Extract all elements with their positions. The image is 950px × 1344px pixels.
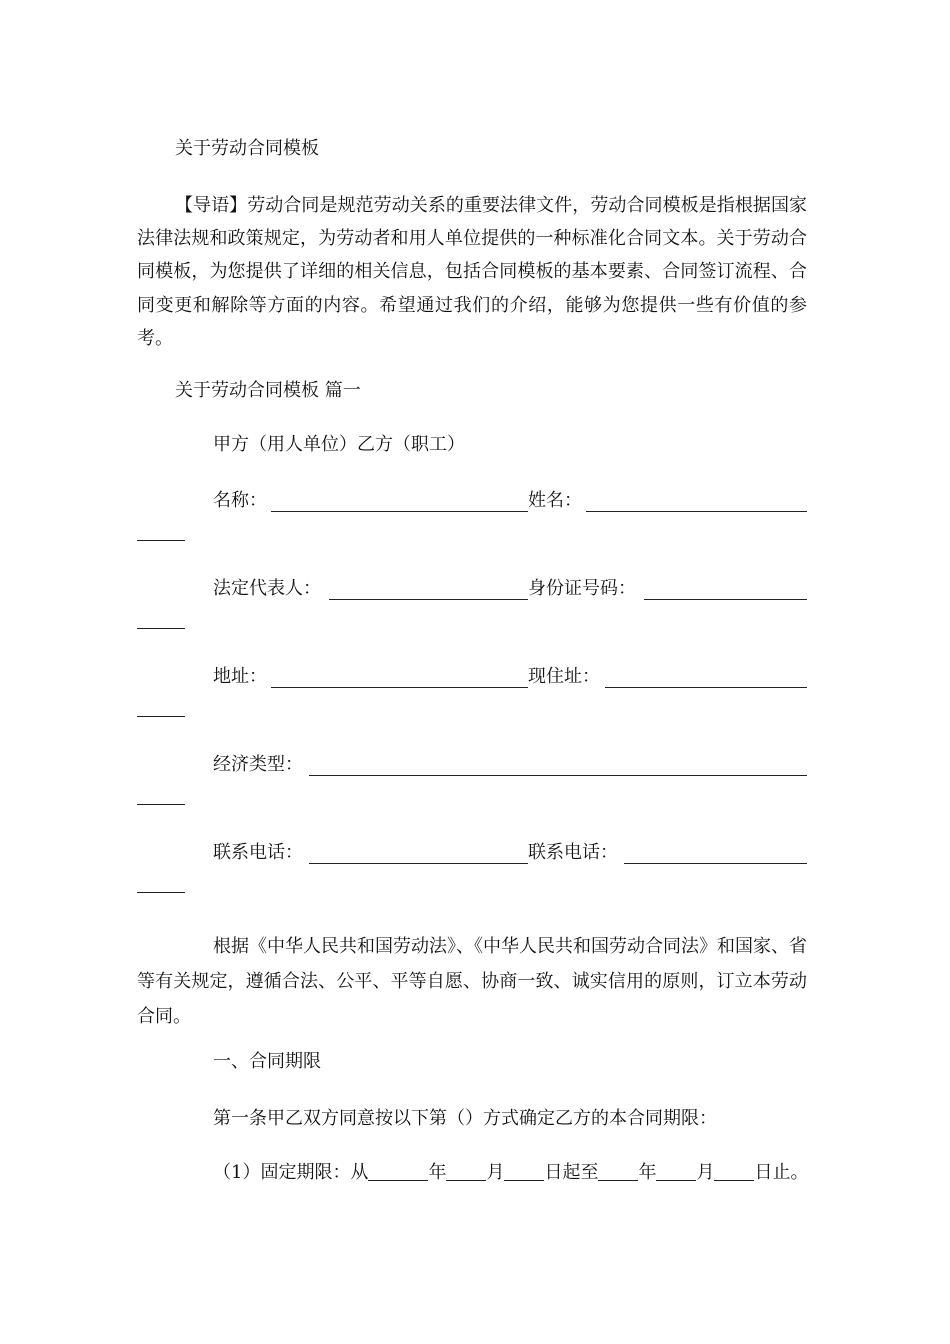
person-name-blank[interactable]	[586, 511, 807, 512]
law-text: 根据《中华人民共和国劳动法》、《中华人民共和国劳动合同法》和国家、省等有关规定，遵循合法、公平、平等自愿、协商一致、诚实信用的原则，订立本劳动合同。	[137, 936, 807, 1027]
current-address-blank[interactable]	[605, 687, 807, 688]
name-blank-continuation	[137, 540, 185, 541]
field-row-address	[213, 665, 807, 689]
current-address-label: 现住址：	[528, 666, 600, 687]
law-paragraph	[137, 929, 807, 1034]
field-row-phone	[213, 841, 807, 865]
field-row-economic-type	[213, 753, 807, 777]
start-day-blank[interactable]	[504, 1162, 544, 1181]
intro-text: 【导语】劳动合同是规范劳动关系的重要法律文件，劳动合同模板是指根据国家法律法规和政策规定，为劳动者和用人单位提供的一种标准化合同文本。关于劳动合同模板，为您提供了详细的相关信息，包括合同模板的基本要素、合同签订流程、合同变更和解除等方面的内容。希望通过我们的介绍，能够为您提供一些有价值的参考。	[137, 195, 807, 349]
economic-type-blank-continuation	[137, 804, 185, 805]
id-number-label: 身份证号码：	[528, 578, 636, 599]
field-row-name	[213, 489, 807, 513]
start-year-blank[interactable]	[368, 1162, 428, 1181]
start-year-label: 年	[428, 1162, 447, 1183]
article-1: 第一条甲乙双方同意按以下第（）方式确定乙方的本合同期限：	[213, 1108, 717, 1129]
legal-rep-label: 法定代表人：	[213, 578, 321, 599]
end-month-label: 月	[696, 1162, 715, 1183]
id-number-blank[interactable]	[644, 599, 807, 600]
start-month-label: 月	[486, 1162, 505, 1183]
name-blank[interactable]	[271, 511, 528, 512]
parties-line: 甲方（用人单位）乙方（职工）	[213, 434, 465, 455]
phone-label-employer: 联系电话：	[213, 842, 303, 863]
end-day-label: 日止。	[754, 1162, 809, 1183]
phone-blank-employee[interactable]	[624, 863, 807, 864]
end-year-label: 年	[638, 1162, 657, 1183]
legal-rep-blank[interactable]	[329, 599, 528, 600]
end-month-blank[interactable]	[656, 1162, 696, 1181]
fixed-term-prefix: （1）固定期限：从	[213, 1162, 369, 1183]
address-blank-continuation	[137, 716, 185, 717]
start-day-label: 日起至	[544, 1162, 599, 1183]
section-title: 关于劳动合同模板 篇一	[175, 380, 361, 401]
intro-paragraph	[137, 189, 807, 355]
phone-label-employee: 联系电话：	[528, 842, 618, 863]
fixed-term-line	[213, 1161, 808, 1185]
end-day-blank[interactable]	[714, 1162, 754, 1181]
end-year-blank[interactable]	[598, 1162, 638, 1181]
name-label: 名称：	[213, 490, 267, 511]
field-row-legal-rep	[213, 577, 807, 601]
economic-type-label: 经济类型：	[213, 754, 303, 775]
heading-contract-term: 一、合同期限	[213, 1051, 321, 1072]
phone-blank-continuation	[137, 892, 185, 893]
start-month-blank[interactable]	[446, 1162, 486, 1181]
economic-type-blank[interactable]	[309, 775, 807, 776]
address-blank[interactable]	[271, 687, 528, 688]
person-name-label: 姓名：	[528, 490, 582, 511]
document-title: 关于劳动合同模板	[175, 138, 319, 159]
legal-rep-blank-continuation	[137, 628, 185, 629]
address-label: 地址：	[213, 666, 267, 687]
phone-blank-employer[interactable]	[309, 863, 528, 864]
